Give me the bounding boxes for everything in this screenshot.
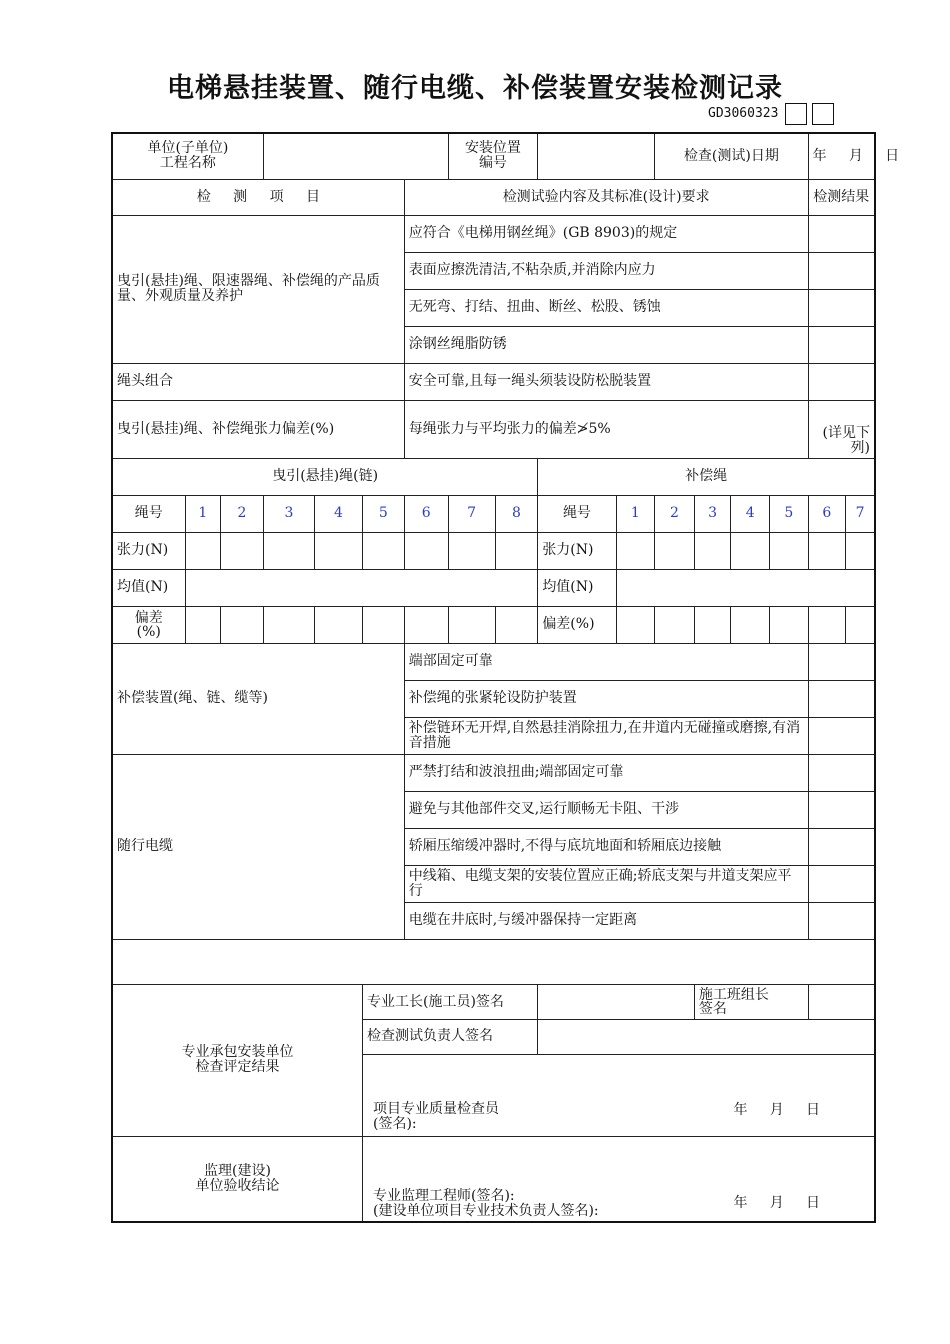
tension-cell[interactable] xyxy=(185,532,220,569)
tension-cell[interactable] xyxy=(314,532,362,569)
date-year: 年 xyxy=(812,147,827,164)
rope-no-left-1: 1 xyxy=(185,495,220,532)
deviation-cell[interactable] xyxy=(769,606,808,643)
deviation-cell[interactable] xyxy=(448,606,495,643)
compensation-item-2: 补偿绳的张紧轮设防护装置 xyxy=(404,680,808,717)
cable-result-5[interactable] xyxy=(808,902,875,939)
rope-no-right-1: 1 xyxy=(616,495,655,532)
cable-item-4: 中线箱、电缆支架的安装位置应正确;轿底支架与井道支架应平行 xyxy=(404,865,808,902)
supervisor-area[interactable] xyxy=(362,1136,875,1222)
date-month: 月 xyxy=(848,147,863,164)
tension-cell[interactable] xyxy=(362,532,404,569)
tension-cell[interactable] xyxy=(655,532,695,569)
deviation-label-left: 偏差 (%) xyxy=(112,606,185,643)
mean-label-right: 均值(N) xyxy=(538,569,616,606)
qc-label: 项目专业质量检查员 (签名): xyxy=(372,1100,499,1132)
cable-item-1: 严禁打结和波浪扭曲;端部固定可靠 xyxy=(404,754,808,791)
tension-label: 曳引(悬挂)绳、补偿绳张力偏差(%) xyxy=(112,400,404,458)
rope-no-right-6: 6 xyxy=(808,495,846,532)
deviation-cell[interactable] xyxy=(185,606,220,643)
rope-no-left-4: 4 xyxy=(314,495,362,532)
cable-result-2[interactable] xyxy=(808,791,875,828)
rope-no-right-5: 5 xyxy=(769,495,808,532)
remarks-blank-row[interactable] xyxy=(112,939,875,984)
cable-item-3: 轿厢压缩缓冲器时,不得与底坑地面和轿厢底边接触 xyxy=(404,828,808,865)
supervisor-date-month: 月 xyxy=(769,1195,784,1211)
tension-cell[interactable] xyxy=(808,532,846,569)
rope-item-4: 涂钢丝绳脂防锈 xyxy=(404,326,808,363)
qc-date xyxy=(733,1103,870,1132)
rope-head-item: 安全可靠,且每一绳头须装设防松脱装置 xyxy=(404,363,808,400)
cable-label: 随行电缆 xyxy=(112,754,404,939)
tension-cell[interactable] xyxy=(769,532,808,569)
unit-label: 单位(子单位) 工程名称 xyxy=(112,133,263,179)
tension-cell[interactable] xyxy=(221,532,264,569)
deviation-cell[interactable] xyxy=(263,606,314,643)
deviation-cell[interactable] xyxy=(314,606,362,643)
mean-label-left: 均值(N) xyxy=(112,569,185,606)
location-value[interactable] xyxy=(538,133,655,179)
inspection-form-body xyxy=(111,132,900,1223)
rope-no-left-6: 6 xyxy=(404,495,448,532)
col-item-header: 检 测 项 目 xyxy=(112,179,404,215)
qc-area[interactable] xyxy=(362,1054,875,1136)
deviation-cell[interactable] xyxy=(495,606,538,643)
rope-item-2: 表面应擦洗清洁,不粘杂质,并消除内应力 xyxy=(404,252,808,289)
tension-cell[interactable] xyxy=(404,532,448,569)
qc-date-year: 年 xyxy=(733,1101,748,1118)
cable-item-2: 避免与其他部件交叉,运行顺畅无卡阻、干涉 xyxy=(404,791,808,828)
rope-head-label: 绳头组合 xyxy=(112,363,404,400)
deviation-cell[interactable] xyxy=(221,606,264,643)
tension-cell[interactable] xyxy=(694,532,731,569)
deviation-cell[interactable] xyxy=(694,606,731,643)
qc-date-month: 月 xyxy=(769,1101,784,1118)
rope-no-label-left: 绳号 xyxy=(112,495,185,532)
contractor-label: 专业承包安装单位 检查评定结果 xyxy=(112,984,362,1136)
engineer-label: 专业监理工程师(签名): (建设单位项目专业技术负责人签名): xyxy=(372,1188,599,1219)
col-result-header: 检测结果 xyxy=(808,179,875,215)
rope-result-4[interactable] xyxy=(808,326,875,363)
unit-value[interactable] xyxy=(263,133,448,179)
compensation-item-3: 补偿链环无开焊,自然悬挂消除扭力,在井道内无碰撞或磨擦,有消音措施 xyxy=(404,717,808,754)
rope-no-right-7: 7 xyxy=(846,495,875,532)
compensation-label: 补偿装置(绳、链、缆等) xyxy=(112,643,404,754)
cable-item-5: 电缆在井底时,与缓冲器保持一定距离 xyxy=(404,902,808,939)
tension-cell[interactable] xyxy=(616,532,655,569)
tension-cell[interactable] xyxy=(846,532,875,569)
tension-note: (详见下列) xyxy=(808,400,875,458)
team-leader-label: 施工班组长 签名 xyxy=(694,984,808,1019)
deviation-cell[interactable] xyxy=(731,606,770,643)
deviation-cell[interactable] xyxy=(655,606,695,643)
qc-date-day: 日 xyxy=(806,1101,820,1118)
date-value[interactable] xyxy=(808,133,900,179)
supervisor-date-year: 年 xyxy=(733,1195,748,1211)
form-code: GD3060323 xyxy=(708,106,779,121)
tension-label-right: 张力(N) xyxy=(538,532,616,569)
tension-cell[interactable] xyxy=(495,532,538,569)
code-box-2[interactable] xyxy=(812,103,834,125)
deviation-cell[interactable] xyxy=(362,606,404,643)
tension-cell[interactable] xyxy=(263,532,314,569)
rope-no-label-right: 绳号 xyxy=(538,495,616,532)
rope-no-left-2: 2 xyxy=(221,495,264,532)
mean-value-left[interactable] xyxy=(185,569,538,606)
rope-no-right-4: 4 xyxy=(731,495,770,532)
deviation-cell[interactable] xyxy=(808,606,846,643)
foreman-label: 专业工长(施工员)签名 xyxy=(362,984,537,1019)
rope-group-label: 曳引(悬挂)绳、限速器绳、补偿绳的产品质量、外观质量及养护 xyxy=(112,215,404,363)
rope-no-left-7: 7 xyxy=(448,495,495,532)
rope-no-right-2: 2 xyxy=(655,495,695,532)
deviation-cell[interactable] xyxy=(404,606,448,643)
rope-no-right-3: 3 xyxy=(694,495,731,532)
mean-value-right[interactable] xyxy=(616,569,875,606)
supervisor-date xyxy=(733,1196,870,1219)
deviation-cell[interactable] xyxy=(846,606,875,643)
col-content-header: 检测试验内容及其标准(设计)要求 xyxy=(404,179,808,215)
foreman-signature[interactable] xyxy=(538,984,695,1019)
rope-result-3[interactable] xyxy=(808,289,875,326)
supervisor-date-day: 日 xyxy=(806,1195,820,1211)
rope-item-3: 无死弯、打结、扭曲、断丝、松股、锈蚀 xyxy=(404,289,808,326)
compensation-result-3[interactable] xyxy=(808,717,875,754)
code-box-1[interactable] xyxy=(785,103,807,125)
tension-label-left: 张力(N) xyxy=(112,532,185,569)
cable-result-3[interactable] xyxy=(808,828,875,865)
deviation-cell[interactable] xyxy=(616,606,655,643)
page-title: 电梯悬挂装置、随行电缆、补偿装置安装检测记录 xyxy=(167,73,783,104)
rope-no-left-3: 3 xyxy=(263,495,314,532)
team-leader-signature[interactable] xyxy=(808,984,875,1019)
supervisor-label: 监理(建设) 单位验收结论 xyxy=(112,1136,362,1222)
rope-no-left-8: 8 xyxy=(495,495,538,532)
compensation-rope-title: 补偿绳 xyxy=(538,458,875,495)
date-label: 检查(测试)日期 xyxy=(655,133,808,179)
compensation-result-1[interactable] xyxy=(808,643,875,680)
rope-result-1[interactable] xyxy=(808,215,875,252)
date-day: 日 xyxy=(885,147,900,164)
rope-head-result[interactable] xyxy=(808,363,875,400)
location-label: 安装位置 编号 xyxy=(448,133,538,179)
cable-result-4[interactable] xyxy=(808,865,875,902)
compensation-result-2[interactable] xyxy=(808,680,875,717)
tension-cell[interactable] xyxy=(731,532,770,569)
rope-no-left-5: 5 xyxy=(362,495,404,532)
deviation-label-right: 偏差(%) xyxy=(538,606,616,643)
compensation-item-1: 端部固定可靠 xyxy=(404,643,808,680)
tension-item: 每绳张力与平均张力的偏差≯5% xyxy=(404,400,808,458)
rope-result-2[interactable] xyxy=(808,252,875,289)
test-lead-signature[interactable] xyxy=(538,1019,875,1054)
tension-cell[interactable] xyxy=(448,532,495,569)
traction-rope-title: 曳引(悬挂)绳(链) xyxy=(112,458,538,495)
test-lead-label: 检查测试负责人签名 xyxy=(362,1019,537,1054)
cable-result-1[interactable] xyxy=(808,754,875,791)
rope-item-1: 应符合《电梯用钢丝绳》(GB 8903)的规定 xyxy=(404,215,808,252)
